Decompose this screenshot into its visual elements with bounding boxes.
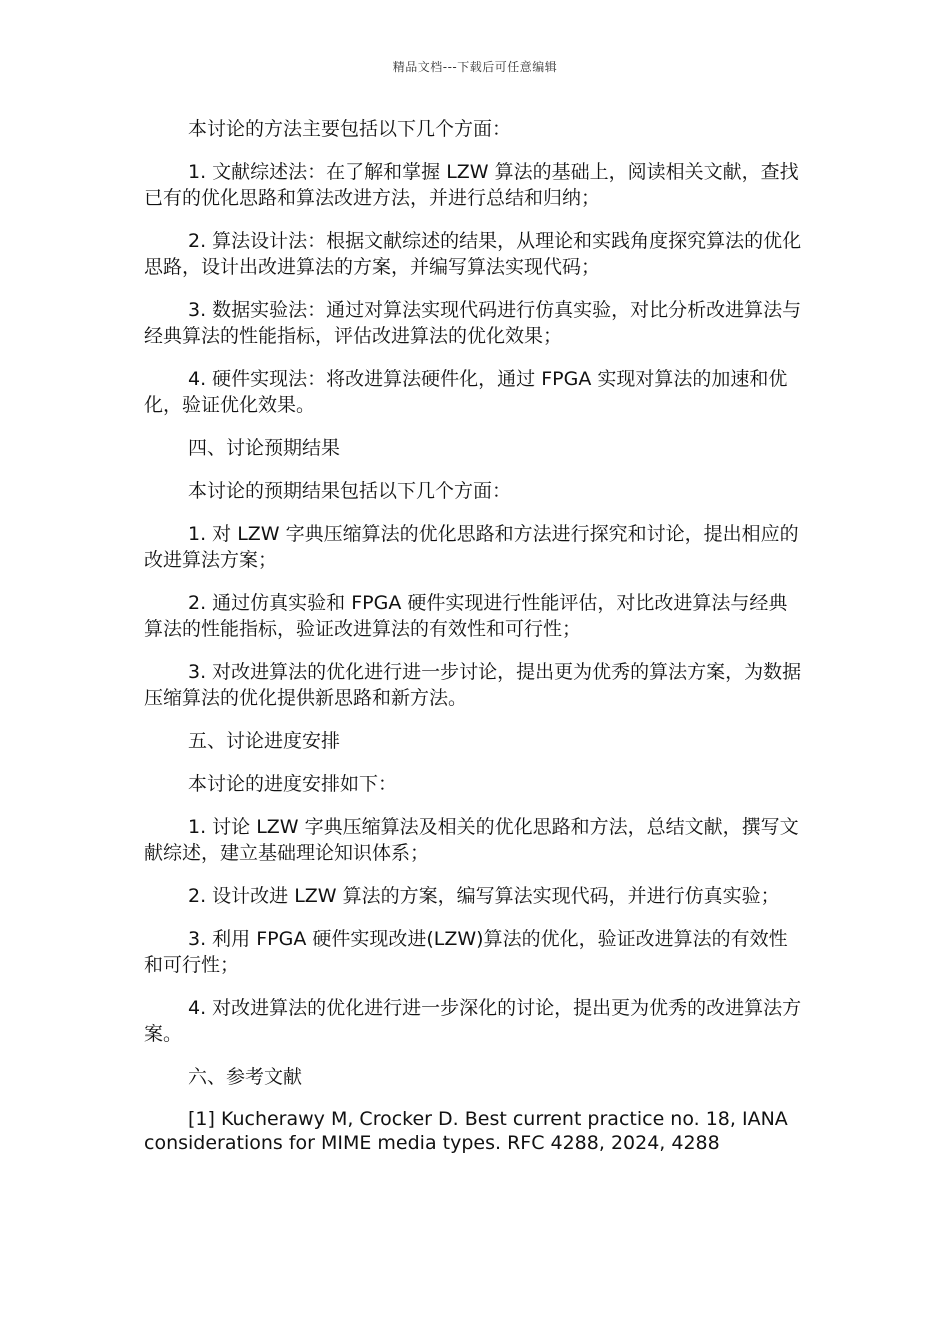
expected-results-intro: 本讨论的预期结果包括以下几个方面： [188,480,512,502]
method-algorithm-design: 2. 算法设计法：根据文献综述的结果，从理论和实践角度探究算法的优化思路，设计出改进算法的方案，并编写算法实现代码； [144,230,802,278]
methods-intro: 本讨论的方法主要包括以下几个方面： [188,118,512,140]
method-data-experiment: 3. 数据实验法：通过对算法实现代码进行仿真实验，对比分析改进算法与经典算法的性能指标，评估改进算法的优化效果； [144,299,802,347]
schedule-item: 3. 利用 FPGA 硬件实现改进(LZW)算法的优化，验证改进算法的有效性和可行性； [144,928,788,976]
schedule-item: 2. 设计改进 LZW 算法的方案，编写算法实现代码，并进行仿真实验； [188,885,780,907]
schedule-intro: 本讨论的进度安排如下： [188,773,398,795]
page-header: 精品文档---下载后可任意编辑 [392,60,558,74]
expected-result-item: 2. 通过仿真实验和 FPGA 硬件实现进行性能评估，对比改进算法与经典算法的性能指标，验证改进算法的有效性和可行性； [144,592,788,640]
section-heading-expected-results: 四、讨论预期结果 [188,437,341,459]
document-body [144,116,804,1172]
expected-result-item: 3. 对改进算法的优化进行进一步讨论，提出更为优秀的算法方案，为数据压缩算法的优化提供新思路和新方法。 [144,661,802,709]
section-heading-schedule: 五、讨论进度安排 [188,730,341,752]
expected-result-item: 1. 对 LZW 字典压缩算法的优化思路和方法进行探究和讨论，提出相应的改进算法方案； [144,523,799,571]
method-literature-review: 1. 文献综述法：在了解和掌握 LZW 算法的基础上，阅读相关文献，查找已有的优化思路和算法改进方法，并进行总结和归纳； [144,161,799,209]
section-heading-references: 六、参考文献 [188,1066,303,1088]
schedule-item: 1. 讨论 LZW 字典压缩算法及相关的优化思路和方法，总结文献，撰写文献综述，建立基础理论知识体系； [144,816,799,864]
method-hardware-implementation: 4. 硬件实现法：将改进算法硬件化，通过 FPGA 实现对算法的加速和优化，验证优化效果。 [144,368,788,416]
reference-item: [1] Kucherawy M, Crocker D. Best current practice no. 18, IANA considerations for MIME media types. RFC 4288, 2024, 4288 [144,1108,788,1154]
schedule-item: 4. 对改进算法的优化进行进一步深化的讨论，提出更为优秀的改进算法方案。 [144,997,802,1045]
